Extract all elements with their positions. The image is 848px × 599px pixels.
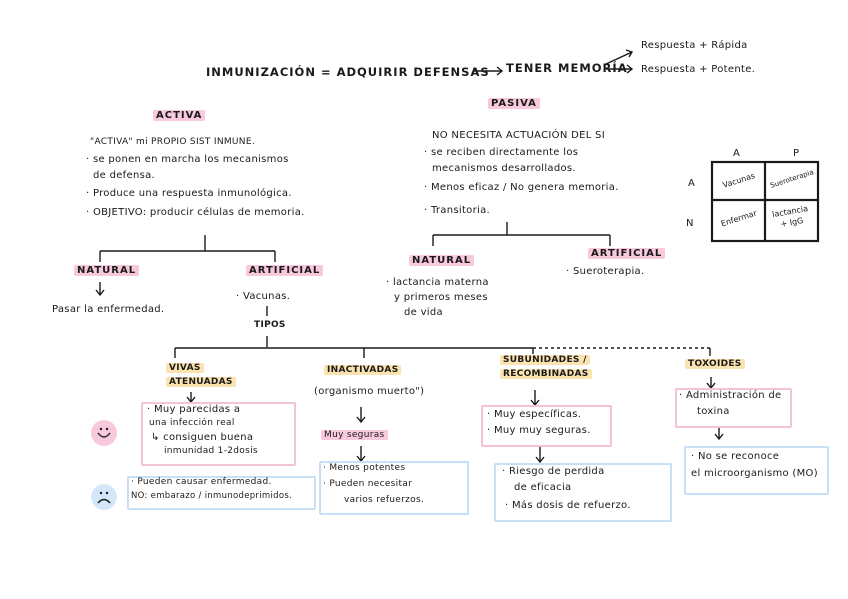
pasiva-line-4: · Menos eficaz / No genera memoria.: [424, 182, 619, 193]
subunidades-cons-3: · Más dosis de refuerzo.: [505, 500, 631, 511]
pasiva-line-2: · se reciben directamente los: [424, 147, 579, 158]
sad-face-icon: [91, 484, 117, 510]
vivas-title-2: ATENUADAS: [166, 377, 236, 387]
subunidades-pros-1: · Muy específicas.: [487, 409, 582, 420]
inactivadas-title: INACTIVADAS: [324, 365, 401, 375]
activa-artificial-label: ARTIFICIAL: [246, 265, 323, 276]
pasiva-artificial-label: ARTIFICIAL: [588, 248, 665, 259]
pasiva-line-1: NO NECESITA ACTUACIÓN DEL SI: [432, 130, 605, 141]
subunidades-cons-2: de eficacia: [514, 482, 572, 493]
grid-row-a: A: [688, 178, 696, 189]
grid-cell-lactancia: lactancia + IgG: [771, 204, 809, 229]
toxoides-pros-2: toxina: [697, 406, 730, 417]
activa-tipos-label: TIPOS: [254, 320, 286, 330]
activa-line-3: de defensa.: [93, 170, 156, 181]
header-response-strong: Respuesta + Potente.: [641, 64, 756, 75]
toxoides-cons-2: el microorganismo (MO): [691, 468, 818, 479]
vivas-pros-3: ↳ consiguen buena: [151, 432, 254, 443]
activa-natural-desc: Pasar la enfermedad.: [52, 304, 165, 315]
inactivadas-pros: Muy seguras: [321, 430, 388, 440]
grid-col-p: P: [793, 148, 800, 159]
subunidades-pros-2: · Muy muy seguras.: [487, 425, 591, 436]
inactivadas-subtitle: (organismo muerto"): [314, 386, 425, 397]
vivas-title-1: VIVAS: [166, 363, 204, 373]
grid-row-n: N: [686, 218, 694, 229]
vivas-cons-2: NO: embarazo / inmunodeprimidos.: [131, 491, 293, 501]
happy-face-icon: [91, 420, 117, 446]
subunidades-title-1: SUBUNIDADES /: [500, 355, 590, 365]
toxoides-pros-1: · Administración de: [679, 390, 782, 401]
header-title: INMUNIZACIÓN = ADQUIRIR DEFENSAS: [206, 65, 490, 79]
header-response-fast: Respuesta + Rápida: [641, 40, 748, 51]
grid-col-a: A: [733, 148, 741, 159]
vivas-cons-1: · Pueden causar enfermedad.: [131, 477, 272, 487]
activa-line-1: "ACTIVA" mi PROPIO SIST INMUNE.: [90, 137, 255, 147]
toxoides-cons-1: · No se reconoce: [691, 451, 780, 462]
activa-natural-label: NATURAL: [74, 265, 139, 276]
activa-line-5: · OBJETIVO: producir células de memoria.: [86, 207, 305, 218]
grid-cell-vacunas: Vacunas: [721, 171, 757, 190]
pasiva-line-3: mecanismos desarrollados.: [432, 163, 576, 174]
activa-title: ACTIVA: [153, 110, 205, 121]
grid-cell-sueroterapia: Sueroterapia: [769, 168, 815, 190]
pasiva-title: PASIVA: [488, 98, 540, 109]
vivas-pros-4: inmunidad 1-2dosis: [164, 446, 258, 456]
pasiva-natural-desc-3: de vida: [404, 307, 443, 318]
toxoides-title: TOXOIDES: [685, 359, 745, 369]
subunidades-cons-1: · Riesgo de perdida: [502, 466, 605, 477]
activa-artificial-desc: · Vacunas.: [236, 291, 291, 302]
pasiva-line-5: · Transitoria.: [424, 205, 490, 216]
pasiva-natural-desc-1: · lactancia materna: [386, 277, 489, 288]
inactivadas-cons-3: varios refuerzos.: [344, 495, 425, 505]
activa-line-2: · se ponen en marcha los mecanismos: [86, 154, 289, 165]
vivas-pros-2: una infección real: [149, 418, 235, 428]
pasiva-artificial-desc: · Sueroterapia.: [566, 266, 645, 277]
inactivadas-cons-2: · Pueden necesitar: [323, 479, 413, 489]
activa-line-4: · Produce una respuesta inmunológica.: [86, 188, 292, 199]
vivas-pros-1: · Muy parecidas a: [147, 404, 241, 415]
inactivadas-cons-1: · Menos potentes: [323, 463, 406, 473]
subunidades-title-2: RECOMBINADAS: [500, 369, 592, 379]
grid-cell-enfermar: Enfermar: [719, 208, 758, 229]
pasiva-natural-label: NATURAL: [409, 255, 474, 266]
header-memory: TENER MEMORÍA: [506, 61, 628, 75]
pasiva-natural-desc-2: y primeros meses: [394, 292, 488, 303]
